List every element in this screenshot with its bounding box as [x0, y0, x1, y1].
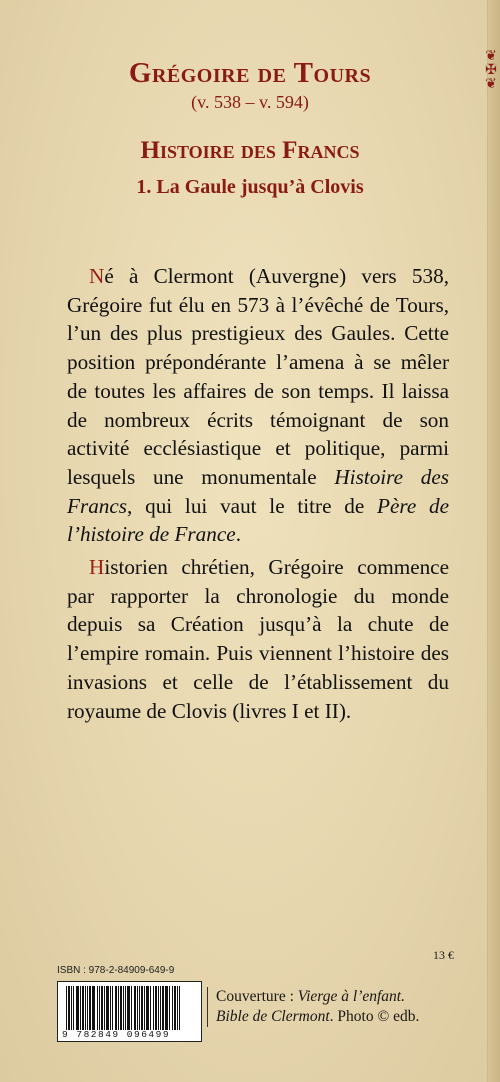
blurb-italic-epithet: Père de l’histoire de France: [67, 493, 449, 547]
barcode-bars-icon: [66, 986, 193, 1030]
barcode-digits: 9 782849 096499: [62, 1029, 171, 1040]
price-label: 13 €: [433, 948, 454, 962]
cover-title: Vierge à l’enfant.: [297, 988, 405, 1005]
blurb-italic-title: Histoire des Francs: [67, 464, 450, 518]
blurb-paragraph-1: [67, 262, 449, 549]
blurb: [67, 262, 449, 725]
dropcap: N: [89, 264, 105, 288]
blurb-text: , qui lui vaut le titre de: [127, 493, 378, 518]
blurb-text: é à Clermont (Auvergne) vers 538, Grégoire fut élu en 573 à l’évêché de Tours, l’un des plus prestigieux des Gaules. Cette position prépondérante l’amena à se mêler de toutes les affaires de son temps. Il laissa de nombreux écrits témoignant de son activité ecclésiastique et politique, parmi lesquels une monumentale: [67, 264, 449, 489]
author-name: Grégoire de Tours: [128, 57, 372, 89]
cover-credit: [207, 987, 466, 1027]
book-subtitle: 1. La Gaule jusqu’à Clovis: [136, 176, 364, 198]
cover-label: Couverture :: [216, 988, 298, 1005]
author-dates: (v. 538 – v. 594): [191, 92, 309, 112]
spine-ornament-icon: ❦ ✠ ❦: [485, 49, 497, 92]
blurb-text: istorien chrétien, Grégoire commence par rapporter la chronologie du monde depuis sa Création jusqu’à la chute de l’empire romain. Puis viennent l’histoire des invasions et celle de l’établissement du royaume de Clovis (livres I et II).: [67, 555, 449, 723]
blurb-paragraph-2: [67, 553, 449, 725]
cover-source: Bible de Clermont: [216, 1008, 330, 1025]
blurb-text: .: [235, 522, 241, 547]
book-title: Histoire des Francs: [140, 137, 360, 164]
barcode: [57, 981, 202, 1042]
dropcap: H: [89, 555, 105, 580]
cover-photo: . Photo © edb.: [329, 1008, 420, 1025]
isbn-label: ISBN : 978-2-84909-649-9: [57, 965, 175, 976]
